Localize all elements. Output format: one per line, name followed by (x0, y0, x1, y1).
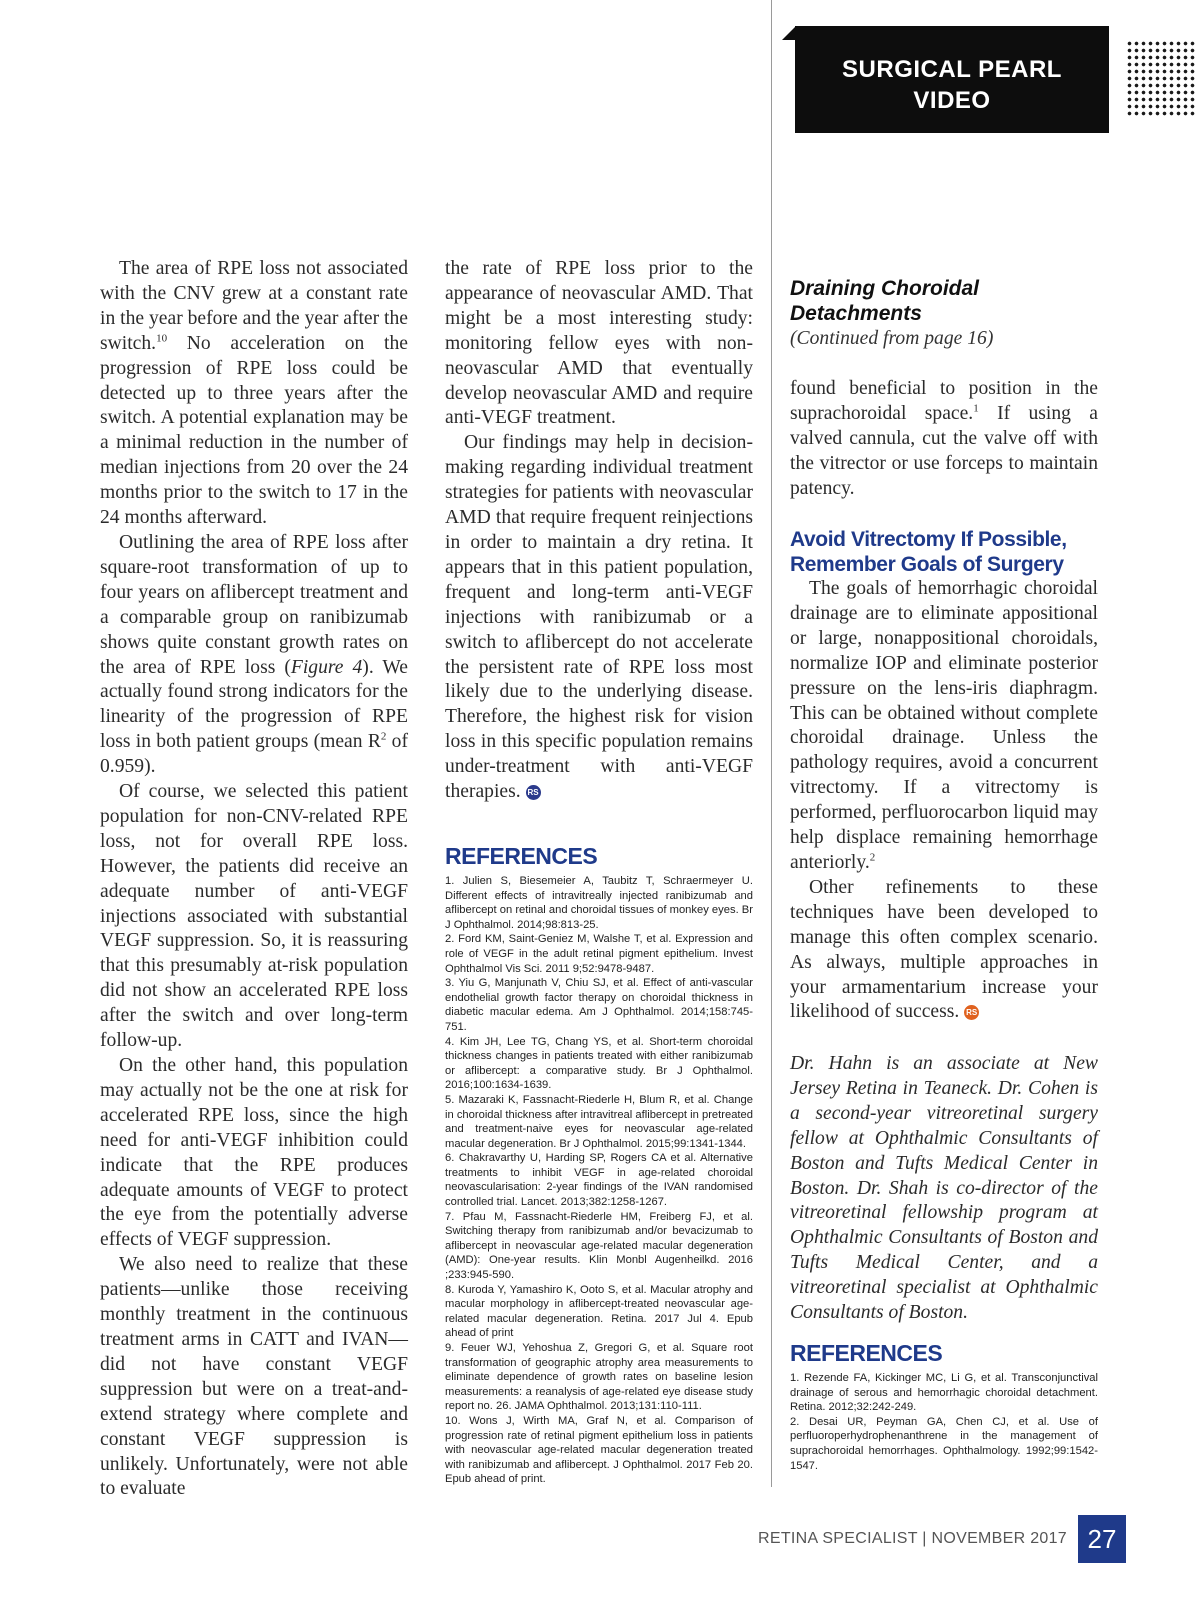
references-list (445, 874, 753, 1487)
article-column-1 (100, 257, 408, 1502)
paragraph: On the other hand, this population may actually not be the one at risk for accelerated RPE loss, since the high need for anti-VEGF inhibition could indicate that the RPE produces adequate amounts of VEGF to protect the eye from the potentially adverse effects of VEGF suppression. (100, 1055, 408, 1251)
reference-item: 5. Mazaraki K, Fassnacht-Riederle H, Blum R, et al. Change in choroidal thickness after intravitreal aflibercept in pretreated and treatment-naive eyes for neovascular age-related macular degeneration. Br J Ophthalmol. 2015;99:1341-1344. (445, 1093, 753, 1150)
reference-item: 1. Rezende FA, Kickinger MC, Li G, et al. Transconjunctival drainage of serous and hemorrhagic choroidal detachment. Retina. 2012;32:242-249. (790, 1372, 1098, 1414)
paragraph: Other refinements to these techniques have been developed to manage this often complex scenario. As always, multiple approaches in your armamentarium increase your likelihood of success. RS (790, 876, 1098, 1023)
continued-note: (Continued from page 16) (790, 328, 994, 349)
reference-item: 2. Ford KM, Saint-Geniez M, Walshe T, et al. Expression and role of VEGF in the adult retinal pigment epithelium. Invest Ophthalmol Vis Sci. 2011 9;52:9478-9487. (445, 933, 753, 975)
paragraph: found beneficial to position in the suprachoroidal space.$^1$ If using a valved cannula, cut the valve off with the vitrector or use forceps to maintain patency. (790, 378, 1099, 499)
paragraph: The goals of hemorrhagic choroidal drainage are to eliminate appositional or large, nonappositional choroidals, normalize IOP and eliminate posterior pressure on the lens-iris diaphragm. This can be obtained without complete choroidal drainage. Unless the pathology requires, avoid a concurrent vitrectomy. If a vitrectomy is performed, perfluorocarbon liquid may help displace remaining hemorrhage anteriorly.$^2$ (790, 578, 1098, 873)
reference-item: 3. Yiu G, Manjunath V, Chiu SJ, et al. Effect of anti-vascular endothelial growth factor therapy on choroidal thickness in diabetic macular edema. Am J Ophthalmol. 2014;158:745-751. (445, 977, 753, 1033)
author-bio: Dr. Hahn is an associate at New Jersey Retina in Teaneck. Dr. Cohen is a second-year vitreoretinal surgery fellow at Ophthalmic Consultants of Boston and Tufts Medical Center in Boston. Dr. Shah is co-director of the vitreoretinal fellowship program at Ophthalmic Consultants of Boston and Tufts Medical Center, and a vitreoretinal specialist at Ophthalmic Consultants of Boston. (790, 1053, 1098, 1324)
rs-end-mark-icon: RS (526, 785, 541, 800)
references-heading: REFERENCES (790, 1340, 943, 1366)
paragraph: The area of RPE loss not associated with the CNV grew at a constant rate in the year before and the year after the switch.$^{10}$ No acceleration on the progression of RPE loss could be detected up to three years after the switch. A potential explanation may be a minimal reduction in the number of median injections from 20 over the 24 months prior to the switch to 17 in the 24 months afterward. (100, 258, 408, 529)
article-column-3 (790, 377, 1098, 502)
paragraph: Outlining the area of RPE loss after square-root transformation of up to four years on aflibercept treatment and a comparable group on ranibizumab shows quite constant growth rates on the area of RPE loss (Figure 4). We actually found strong indicators for the linearity of the progression of RPE loss in both patient groups (mean $R^2$ of 0.959). (100, 531, 408, 778)
reference-item: 4. Kim JH, Lee TG, Chang YS, et al. Short-term choroidal thickness changes in patients treated with either ranibizumab or aflibercept: a comparative study. Br J Ophthalmol. 2016;100:1634-1639. (445, 1035, 753, 1092)
reference-item: 2. Desai UR, Peyman GA, Chen CJ, et al. Use of perfluoroperhydrophenanthrene in the management of suprachoroidal hemorrhages. Ophthalmology. 1992;99:1542-1547. (790, 1415, 1098, 1472)
reference-item: 10. Wons J, Wirth MA, Graf N, et al. Comparison of progression rate of retinal pigment epithelium loss in patients with neovascular age-related macular degeneration treated with ranibizumab and aflibercept. J Ophthalmol. 2017 Feb 20. Epub ahead of print. (445, 1414, 753, 1486)
references-heading: REFERENCES (445, 843, 598, 869)
banner-notch (782, 26, 796, 40)
footer-publication: RETINA SPECIALIST | NOVEMBER 2017 (758, 1530, 1068, 1547)
reference-item: 7. Pfau M, Fassnacht-Riederle HM, Freiberg FJ, et al. Switching therapy from ranibizumab and/or bevacizumab to aflibercept in neovascular age-related macular degeneration (AMD): One-year results. Klin Monbl Augenheilkd. 2016 ;233:945-590. (445, 1210, 753, 1282)
rs-end-mark-icon: RS (964, 1005, 979, 1020)
banner-line-2: VIDEO (913, 87, 991, 114)
reference-item: 6. Chakravarthy U, Harding SP, Rogers CA et al. Alternative treatments to inhibit VEGF in age-related choroidal neovascularisation: 2-year findings of the IVAN randomised controlled trial. Lancet. 2013;382:1258-1267. (445, 1152, 753, 1209)
section-title: Draining Choroidal Detachments (790, 277, 979, 325)
dot-pattern-decoration (1126, 40, 1196, 116)
paragraph: the rate of RPE loss prior to the appearance of neovascular AMD. That might be a most interesting study: monitoring fellow eyes with non-neovascular AMD that eventually develop neovascular AMD and require anti-VEGF treatment. (445, 258, 753, 429)
banner-line-1: SURGICAL PEARL (842, 56, 1062, 83)
subsection-heading: Avoid Vitrectomy If Possible, Remember Goals of Surgery (790, 528, 1067, 576)
article-column-3-continued (790, 577, 1098, 1025)
paragraph: Our findings may help in decision-making regarding individual treatment strategies for patients with neovascular AMD that require frequent reinjections in order to maintain a dry retina. It appears that in this patient population, frequent and long-term anti-VEGF injections with ranibizumab or a switch to aflibercept do not accelerate the persistent rate of RPE loss most likely due to the underlying disease. Therefore, the highest risk for vision loss in this specific population remains under-treatment with anti-VEGF therapies. RS (445, 432, 753, 803)
paragraph: Of course, we selected this patient population for non-CNV-related RPE loss, not for overall RPE loss. However, the patients did receive an adequate number of anti-VEGF injections associated with substantial VEGF suppression. So, it is reassuring that this presumably at-risk population did not show an accelerated RPE loss after the switch and over long-term follow-up. (100, 781, 408, 1052)
reference-item: 8. Kuroda Y, Yamashiro K, Ooto S, et al. Macular atrophy and macular morphology in aflibercept-treated neovascular age-related macular degeneration. Retina. 2017 Jul 4. Epub ahead of print (445, 1283, 753, 1340)
column-divider (771, 0, 772, 1487)
section-banner (795, 26, 1109, 133)
reference-item: 9. Feuer WJ, Yehoshua Z, Gregori G, et al. Square root transformation of geographic atrophy area measurements to eliminate dependence of growth rates on baseline lesion measurements: a reanalysis of age-related eye disease study report no. 26. JAMA Ophthalmol. 2013;131:110-111. (445, 1342, 753, 1413)
references-list (790, 1371, 1098, 1473)
page-number: 27 (1078, 1515, 1126, 1563)
figure-reference: Figure 4 (290, 656, 363, 678)
article-column-2 (445, 257, 753, 805)
reference-item: 1. Julien S, Biesemeier A, Taubitz T, Schraermeyer U. Different effects of intravitreally injected ranibizumab and aflibercept on retinal and choroidal tissues of monkey eyes. Br J Ophthalmol. 2014;98:813-25. (445, 875, 753, 931)
paragraph: We also need to realize that these patients—unlike those receiving monthly treatment in the continuous treatment arms in CATT and IVAN—did not have constant VEGF suppression but were on a treat-and-extend strategy where complete and constant VEGF suppression is unlikely. Unfortunately, were not able to evaluate (100, 1254, 408, 1500)
